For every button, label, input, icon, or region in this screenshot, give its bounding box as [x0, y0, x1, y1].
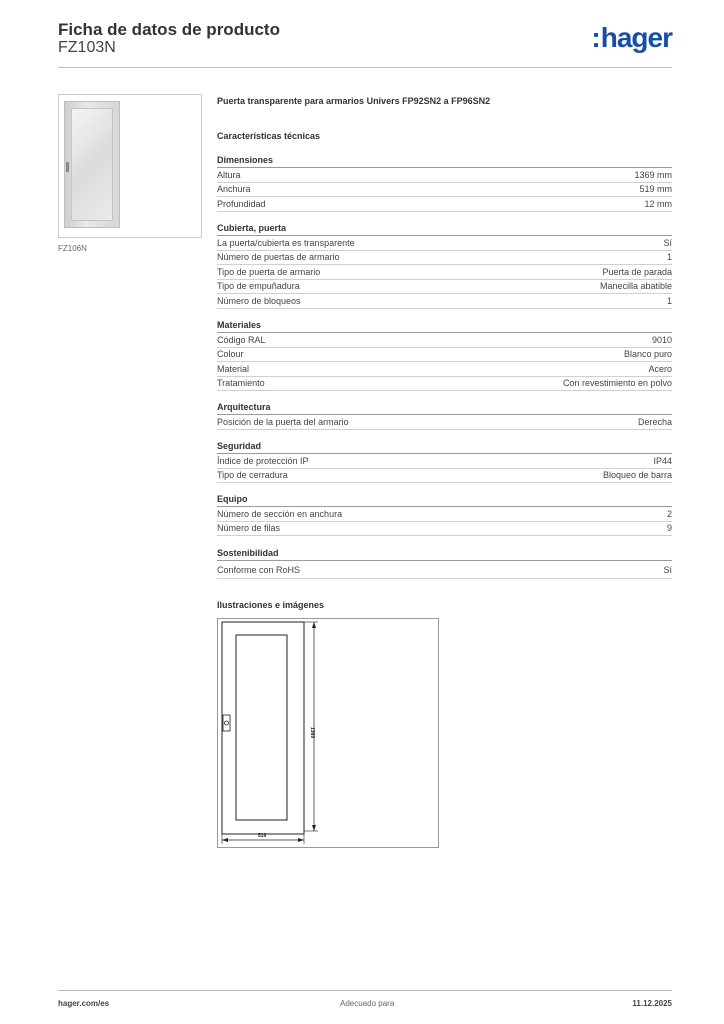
section-materiales	[217, 319, 672, 391]
spec-value: Con revestimiento en polvo	[562, 378, 672, 389]
spec-label: Número de puertas de armario	[217, 252, 340, 263]
door-window	[236, 635, 287, 820]
section-title: Arquitectura	[217, 401, 672, 415]
height-dimension-label: 1369	[309, 727, 315, 739]
spec-label: Anchura	[217, 184, 251, 195]
footer-suitable-for: Adecuado para	[340, 999, 395, 1008]
spec-value: Bloqueo de barra	[602, 470, 672, 481]
spec-label: Tipo de cerradura	[217, 470, 288, 481]
logo-text: hager	[600, 22, 672, 53]
spec-row	[217, 454, 672, 469]
spec-value: 1	[666, 252, 672, 263]
spec-row	[217, 183, 672, 198]
spec-row	[217, 197, 672, 212]
spec-label: Conforme con RoHS	[217, 564, 301, 575]
section-title: Equipo	[217, 493, 672, 507]
spec-row	[217, 507, 672, 522]
section-title: Sostenibilidad	[217, 547, 672, 561]
spec-value: Derecha	[637, 416, 672, 427]
spec-value: 1369 mm	[634, 169, 672, 180]
section-cubierta-puerta	[217, 222, 672, 309]
hager-logo: :hager	[591, 22, 672, 53]
spec-label: Tipo de empuñadura	[217, 281, 300, 292]
spec-label: La puerta/cubierta es transparente	[217, 237, 355, 248]
product-code: FZ103N	[58, 39, 116, 56]
section-sostenibilidad	[217, 547, 672, 579]
spec-row	[217, 236, 672, 251]
spec-label: Profundidad	[217, 198, 266, 209]
width-arrow-left	[222, 838, 228, 842]
spec-label: Altura	[217, 169, 241, 180]
spec-value: 12 mm	[644, 198, 672, 209]
section-seguridad	[217, 440, 672, 483]
width-dimension-label: 519	[258, 833, 267, 839]
spec-value: Acero	[648, 363, 672, 374]
section-title: Cubierta, puerta	[217, 222, 672, 236]
spec-value: 9010	[651, 334, 672, 345]
spec-row	[217, 251, 672, 266]
section-equipo	[217, 493, 672, 536]
section-arquitectura	[217, 401, 672, 430]
spec-value: Manecilla abatible	[599, 281, 672, 292]
spec-label: Colour	[217, 349, 244, 360]
door-handle	[66, 162, 69, 172]
spec-row	[217, 522, 672, 537]
spec-value: Blanco puro	[623, 349, 672, 360]
spec-row	[217, 561, 672, 579]
spec-row	[217, 280, 672, 295]
door-drawing-svg	[218, 619, 438, 847]
tech-specs-heading: Características técnicas	[217, 131, 321, 141]
spec-row	[217, 348, 672, 363]
spec-row	[217, 469, 672, 484]
document-title: Ficha de datos de producto	[58, 20, 280, 39]
footer-date: 11.12.2025	[632, 999, 672, 1008]
width-arrow-right	[298, 838, 304, 842]
section-dimensiones	[217, 154, 672, 212]
spec-value: 519 mm	[639, 184, 672, 195]
header-divider	[58, 67, 672, 68]
height-arrow-bottom	[312, 825, 316, 831]
spec-row	[217, 377, 672, 392]
section-title: Dimensiones	[217, 154, 672, 168]
spec-label: Número de filas	[217, 523, 281, 534]
product-photo	[58, 94, 202, 238]
spec-row	[217, 362, 672, 377]
spec-value: 9	[666, 523, 672, 534]
spec-value: Puerta de parada	[602, 266, 672, 277]
spec-label: Tratamiento	[217, 378, 265, 389]
spec-label: Índice de protección IP	[217, 455, 309, 466]
technical-drawing	[217, 618, 439, 848]
spec-value: IP44	[653, 455, 672, 466]
spec-label: Número de bloqueos	[217, 295, 301, 306]
spec-row	[217, 294, 672, 309]
spec-label: Número de sección en anchura	[217, 508, 343, 519]
height-arrow-top	[312, 622, 316, 628]
spec-value: Sí	[663, 237, 672, 248]
illustrations-heading: Ilustraciones e imágenes	[217, 600, 325, 610]
spec-label: Tipo de puerta de armario	[217, 266, 321, 277]
product-name: Puerta transparente para armarios Univers FP92SN2 a FP96SN2	[217, 96, 491, 106]
spec-label: Posición de la puerta del armario	[217, 416, 349, 427]
door-image	[64, 101, 120, 228]
spec-row	[217, 168, 672, 183]
footer-website: hager.com/es	[58, 999, 110, 1008]
spec-value: 2	[666, 508, 672, 519]
section-title: Materiales	[217, 319, 672, 333]
door-glass-panel	[71, 108, 113, 221]
footer-divider	[58, 990, 672, 991]
spec-label: Código RAL	[217, 334, 266, 345]
spec-row	[217, 265, 672, 280]
spec-value: Sí	[663, 564, 672, 575]
section-title: Seguridad	[217, 440, 672, 454]
photo-caption: FZ106N	[58, 244, 87, 253]
spec-row	[217, 415, 672, 430]
spec-value: 1	[666, 295, 672, 306]
spec-row	[217, 333, 672, 348]
door-handle-drawing	[223, 715, 230, 731]
spec-label: Material	[217, 363, 250, 374]
